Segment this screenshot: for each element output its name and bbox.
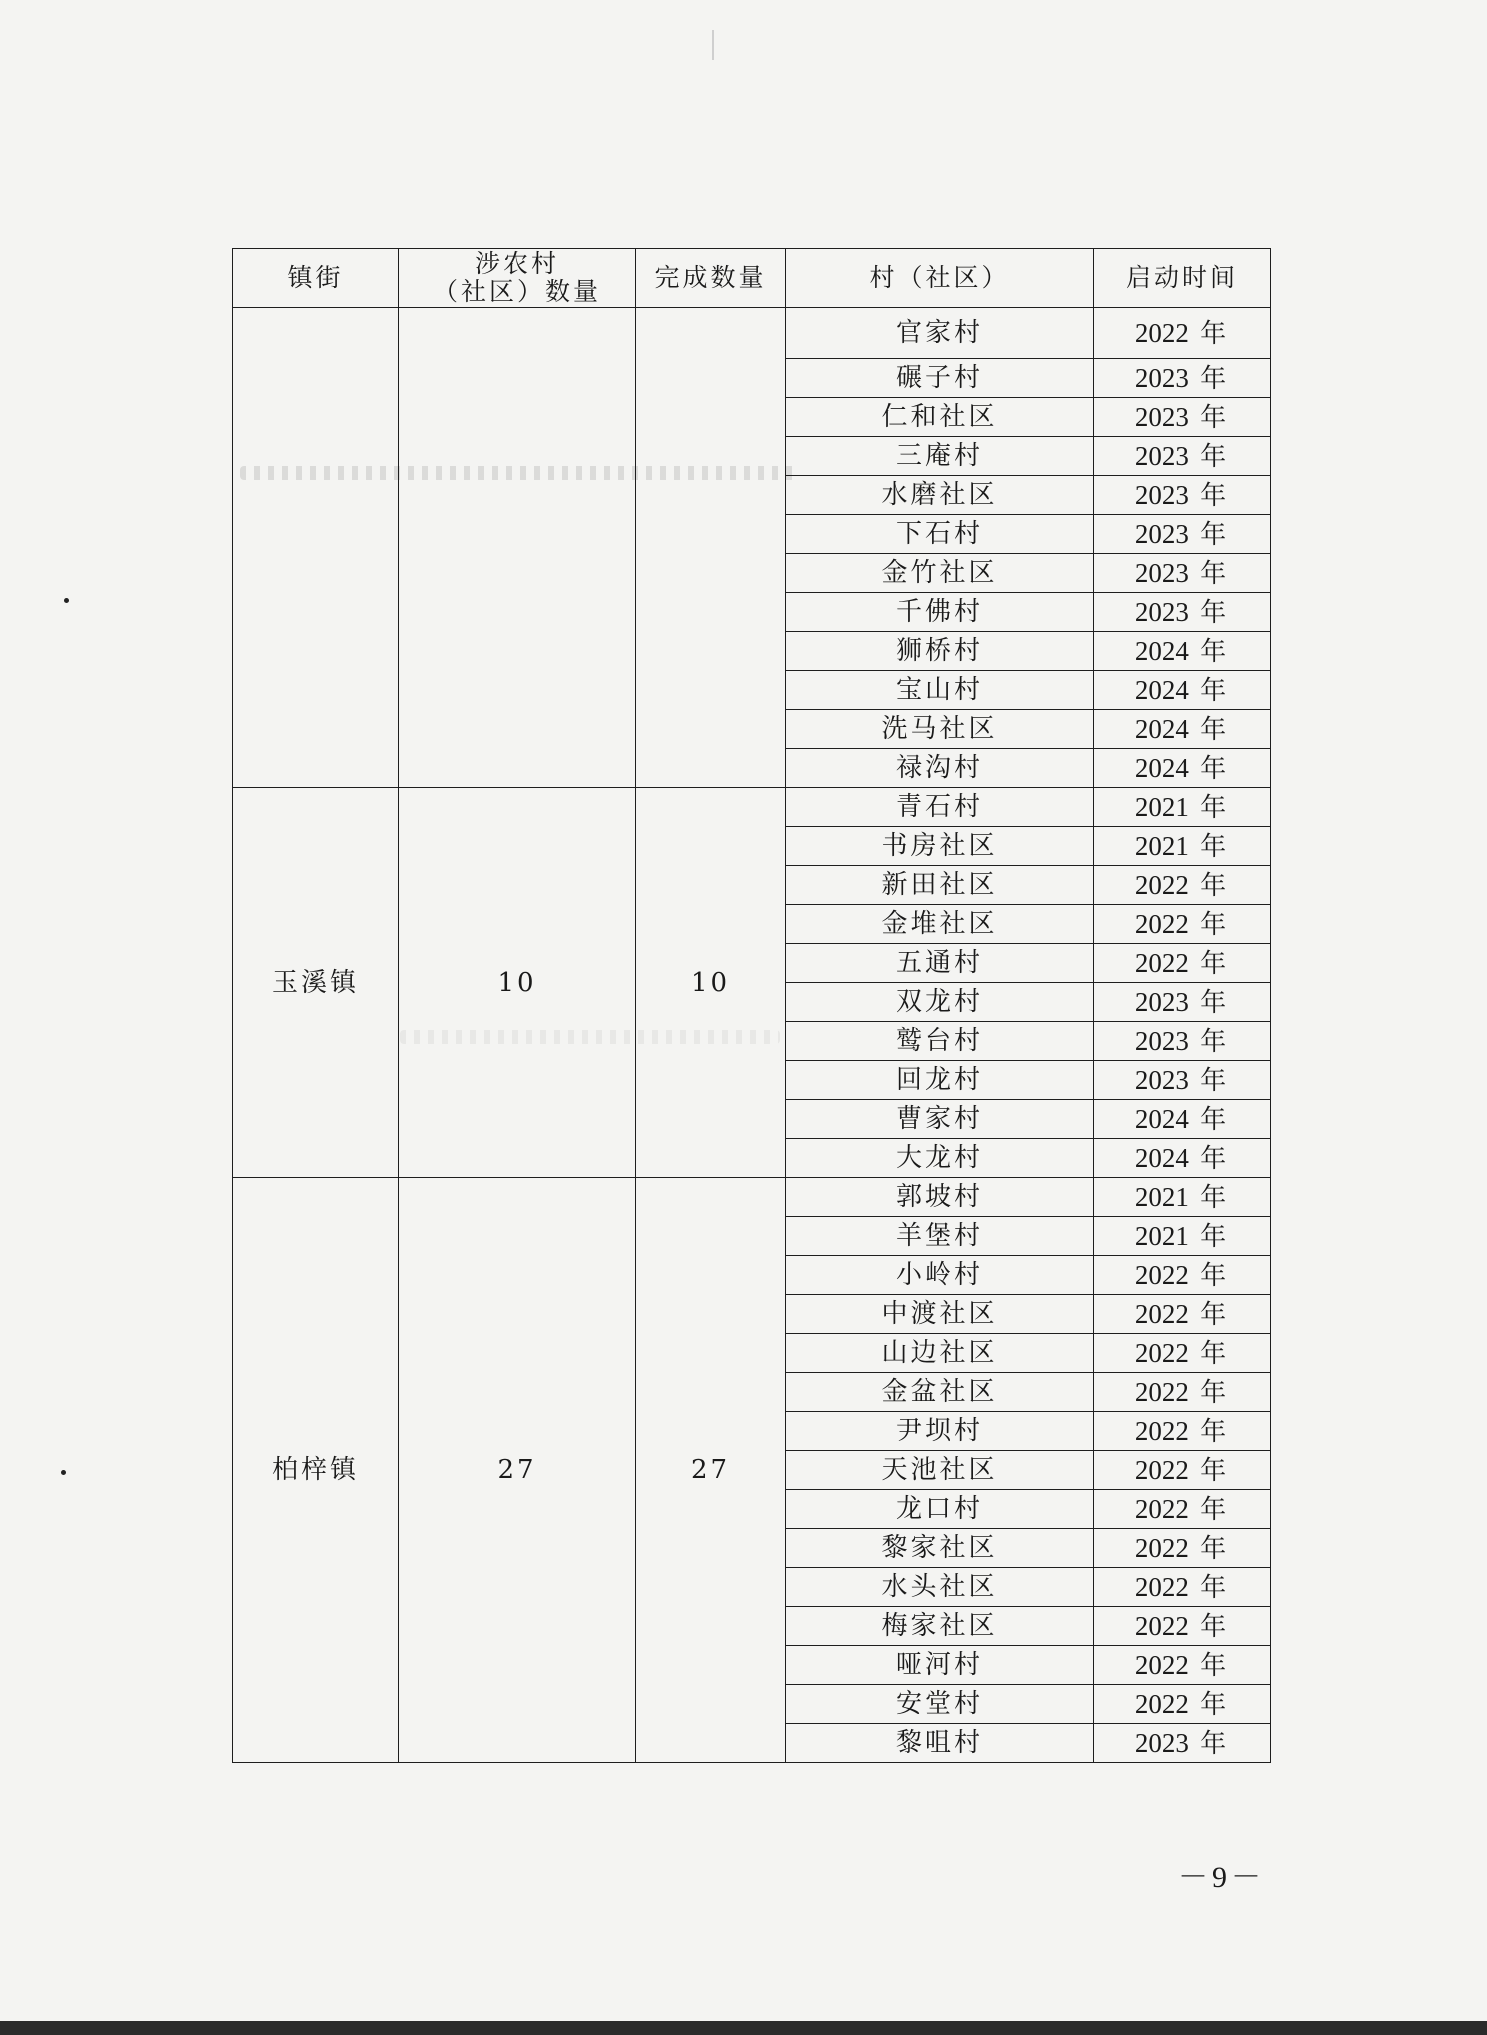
village-name-cell: 尹坝村 <box>786 1412 1094 1451</box>
village-name-cell: 梅家社区 <box>786 1607 1094 1646</box>
village-name-cell: 下石村 <box>786 515 1094 554</box>
start-year-unit: 年 <box>1200 792 1230 823</box>
header-village-count-line1: 涉农村 <box>474 249 559 278</box>
table-row <box>233 308 1271 359</box>
start-year-value: 2022 <box>1134 1649 1189 1680</box>
start-year-value: 2024 <box>1134 635 1189 666</box>
start-year-value: 2022 <box>1134 908 1189 939</box>
village-name-cell: 新田社区 <box>786 866 1094 905</box>
scan-mark <box>712 30 714 60</box>
header-completed: 完成数量 <box>636 249 786 308</box>
start-year-unit: 年 <box>1200 1455 1230 1486</box>
start-year-cell <box>1094 476 1271 515</box>
village-count-cell: 27 <box>399 1178 636 1763</box>
start-year-unit: 年 <box>1200 1689 1230 1720</box>
start-year-value: 2023 <box>1134 362 1189 393</box>
village-name-cell: 水头社区 <box>786 1568 1094 1607</box>
start-year-unit: 年 <box>1200 318 1230 349</box>
start-year-cell <box>1094 1607 1271 1646</box>
completed-count-cell: 27 <box>636 1178 786 1763</box>
start-year-cell <box>1094 359 1271 398</box>
village-count-cell: 10 <box>399 788 636 1178</box>
village-name-cell: 哑河村 <box>786 1646 1094 1685</box>
village-name-cell: 鹫台村 <box>786 1022 1094 1061</box>
village-name-cell: 宝山村 <box>786 671 1094 710</box>
village-name-cell: 金堆社区 <box>786 905 1094 944</box>
start-year-unit: 年 <box>1200 1650 1230 1681</box>
start-year-value: 2021 <box>1134 1181 1189 1212</box>
start-year-cell <box>1094 1685 1271 1724</box>
start-year-cell <box>1094 437 1271 476</box>
table-row <box>233 788 1271 827</box>
start-year-unit: 年 <box>1200 987 1230 1018</box>
page-number: －9－ <box>1178 1861 1265 1894</box>
start-year-unit: 年 <box>1200 1533 1230 1564</box>
start-year-cell <box>1094 1529 1271 1568</box>
start-year-unit: 年 <box>1200 441 1230 472</box>
start-year-cell <box>1094 554 1271 593</box>
start-year-cell <box>1094 1100 1271 1139</box>
start-year-value: 2022 <box>1134 869 1189 900</box>
start-year-unit: 年 <box>1200 1221 1230 1252</box>
start-year-cell <box>1094 1022 1271 1061</box>
start-year-unit: 年 <box>1200 831 1230 862</box>
start-year-cell <box>1094 398 1271 437</box>
village-name-cell: 曹家村 <box>786 1100 1094 1139</box>
header-village-count-line2: （社区）数量 <box>432 277 601 306</box>
town-cell <box>233 308 399 788</box>
start-year-unit: 年 <box>1200 1494 1230 1525</box>
completed-count-cell <box>636 308 786 788</box>
start-year-cell <box>1094 308 1271 359</box>
start-year-unit: 年 <box>1200 597 1230 628</box>
start-year-cell <box>1094 1217 1271 1256</box>
start-year-cell <box>1094 788 1271 827</box>
village-name-cell: 五通村 <box>786 944 1094 983</box>
start-year-value: 2022 <box>1134 1259 1189 1290</box>
village-name-cell: 双龙村 <box>786 983 1094 1022</box>
start-year-cell <box>1094 1724 1271 1763</box>
start-year-unit: 年 <box>1200 363 1230 394</box>
village-count-cell <box>399 308 636 788</box>
start-year-unit: 年 <box>1200 519 1230 550</box>
village-name-cell: 禄沟村 <box>786 749 1094 788</box>
village-name-cell: 书房社区 <box>786 827 1094 866</box>
start-year-value: 2024 <box>1134 1142 1189 1173</box>
start-year-value: 2023 <box>1134 986 1189 1017</box>
header-village: 村（社区） <box>786 249 1094 308</box>
village-name-cell: 仁和社区 <box>786 398 1094 437</box>
start-year-unit: 年 <box>1200 753 1230 784</box>
start-year-unit: 年 <box>1200 948 1230 979</box>
table-body <box>233 308 1271 1763</box>
start-year-value: 2021 <box>1134 791 1189 822</box>
start-year-cell <box>1094 1646 1271 1685</box>
village-name-cell: 狮桥村 <box>786 632 1094 671</box>
village-name-cell: 天池社区 <box>786 1451 1094 1490</box>
start-year-value: 2023 <box>1134 1727 1189 1758</box>
start-year-unit: 年 <box>1200 1065 1230 1096</box>
village-name-cell: 羊堡村 <box>786 1217 1094 1256</box>
start-year-value: 2022 <box>1134 317 1189 348</box>
table-row <box>233 1178 1271 1217</box>
start-year-cell <box>1094 905 1271 944</box>
start-year-value: 2022 <box>1134 1298 1189 1329</box>
town-cell: 柏梓镇 <box>233 1178 399 1763</box>
start-year-value: 2022 <box>1134 1688 1189 1719</box>
start-year-cell <box>1094 1568 1271 1607</box>
start-year-value: 2024 <box>1134 752 1189 783</box>
start-year-unit: 年 <box>1200 714 1230 745</box>
village-name-cell: 中渡社区 <box>786 1295 1094 1334</box>
start-year-value: 2024 <box>1134 1103 1189 1134</box>
start-year-cell <box>1094 1256 1271 1295</box>
start-year-unit: 年 <box>1200 870 1230 901</box>
start-year-unit: 年 <box>1200 1611 1230 1642</box>
village-name-cell: 金竹社区 <box>786 554 1094 593</box>
start-year-unit: 年 <box>1200 558 1230 589</box>
start-year-value: 2023 <box>1134 1064 1189 1095</box>
start-year-unit: 年 <box>1200 636 1230 667</box>
scan-bottom-edge <box>0 2021 1487 2035</box>
start-year-value: 2022 <box>1134 947 1189 978</box>
village-name-cell: 龙口村 <box>786 1490 1094 1529</box>
start-year-cell <box>1094 866 1271 905</box>
village-name-cell: 洗马社区 <box>786 710 1094 749</box>
town-cell: 玉溪镇 <box>233 788 399 1178</box>
start-year-cell <box>1094 1139 1271 1178</box>
start-year-value: 2023 <box>1134 440 1189 471</box>
start-year-cell <box>1094 944 1271 983</box>
start-year-cell <box>1094 1295 1271 1334</box>
start-year-cell <box>1094 749 1271 788</box>
start-year-cell <box>1094 515 1271 554</box>
table-header-row <box>233 249 1271 308</box>
start-year-cell <box>1094 593 1271 632</box>
start-year-unit: 年 <box>1200 402 1230 433</box>
village-name-cell: 大龙村 <box>786 1139 1094 1178</box>
start-year-unit: 年 <box>1200 1026 1230 1057</box>
village-name-cell: 碾子村 <box>786 359 1094 398</box>
start-year-unit: 年 <box>1200 1377 1230 1408</box>
start-year-cell <box>1094 1490 1271 1529</box>
start-year-unit: 年 <box>1200 1104 1230 1135</box>
start-year-cell <box>1094 671 1271 710</box>
start-year-unit: 年 <box>1200 1416 1230 1447</box>
village-name-cell: 水磨社区 <box>786 476 1094 515</box>
village-name-cell: 小岭村 <box>786 1256 1094 1295</box>
scan-speck <box>61 1470 66 1475</box>
start-year-unit: 年 <box>1200 1728 1230 1759</box>
start-year-unit: 年 <box>1200 1338 1230 1369</box>
start-year-cell <box>1094 1412 1271 1451</box>
village-table <box>232 248 1271 1763</box>
start-year-cell <box>1094 1373 1271 1412</box>
start-year-cell <box>1094 1334 1271 1373</box>
village-name-cell: 金盆社区 <box>786 1373 1094 1412</box>
header-start-time: 启动时间 <box>1094 249 1271 308</box>
start-year-cell <box>1094 1178 1271 1217</box>
village-name-cell: 三庵村 <box>786 437 1094 476</box>
start-year-unit: 年 <box>1200 1143 1230 1174</box>
start-year-value: 2022 <box>1134 1571 1189 1602</box>
village-name-cell: 青石村 <box>786 788 1094 827</box>
start-year-value: 2022 <box>1134 1415 1189 1446</box>
start-year-value: 2022 <box>1134 1376 1189 1407</box>
village-name-cell: 郭坡村 <box>786 1178 1094 1217</box>
start-year-unit: 年 <box>1200 1572 1230 1603</box>
scan-speck <box>64 598 69 603</box>
start-year-value: 2023 <box>1134 1025 1189 1056</box>
header-village-count <box>399 249 636 308</box>
start-year-unit: 年 <box>1200 675 1230 706</box>
village-name-cell: 回龙村 <box>786 1061 1094 1100</box>
start-year-value: 2023 <box>1134 401 1189 432</box>
start-year-value: 2024 <box>1134 674 1189 705</box>
header-town: 镇街 <box>233 249 399 308</box>
village-name-cell: 山边社区 <box>786 1334 1094 1373</box>
village-name-cell: 千佛村 <box>786 593 1094 632</box>
start-year-value: 2023 <box>1134 596 1189 627</box>
start-year-unit: 年 <box>1200 1182 1230 1213</box>
village-name-cell: 安堂村 <box>786 1685 1094 1724</box>
start-year-unit: 年 <box>1200 909 1230 940</box>
completed-count-cell: 10 <box>636 788 786 1178</box>
village-name-cell: 官家村 <box>786 308 1094 359</box>
village-name-cell: 黎家社区 <box>786 1529 1094 1568</box>
start-year-unit: 年 <box>1200 1260 1230 1291</box>
start-year-value: 2022 <box>1134 1337 1189 1368</box>
start-year-value: 2023 <box>1134 557 1189 588</box>
start-year-value: 2023 <box>1134 479 1189 510</box>
start-year-value: 2024 <box>1134 713 1189 744</box>
start-year-value: 2022 <box>1134 1610 1189 1641</box>
start-year-cell <box>1094 827 1271 866</box>
start-year-value: 2023 <box>1134 518 1189 549</box>
start-year-cell <box>1094 983 1271 1022</box>
start-year-value: 2022 <box>1134 1493 1189 1524</box>
start-year-value: 2022 <box>1134 1532 1189 1563</box>
start-year-value: 2021 <box>1134 830 1189 861</box>
start-year-value: 2021 <box>1134 1220 1189 1251</box>
start-year-value: 2022 <box>1134 1454 1189 1485</box>
start-year-unit: 年 <box>1200 480 1230 511</box>
start-year-cell <box>1094 1061 1271 1100</box>
start-year-cell <box>1094 710 1271 749</box>
start-year-cell <box>1094 1451 1271 1490</box>
start-year-unit: 年 <box>1200 1299 1230 1330</box>
village-name-cell: 黎咀村 <box>786 1724 1094 1763</box>
start-year-cell <box>1094 632 1271 671</box>
